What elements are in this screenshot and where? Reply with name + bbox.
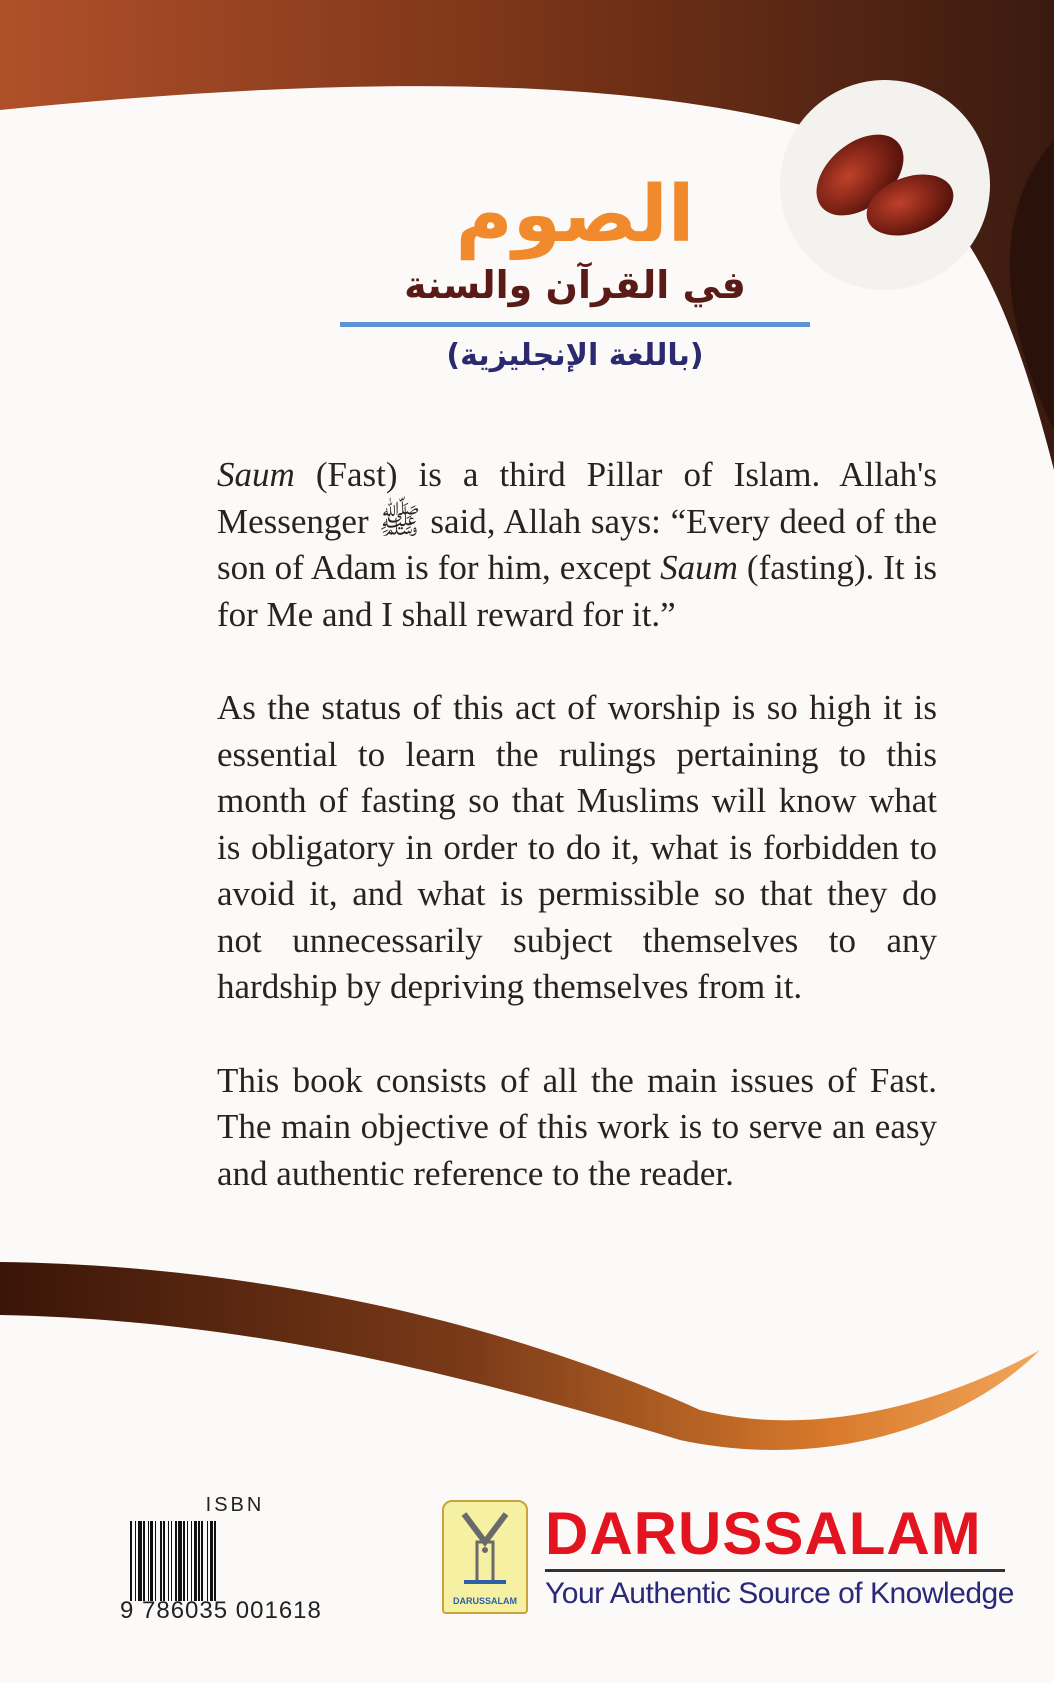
publisher-name: DARUSSALAM [545, 1500, 982, 1567]
blurb-paragraph-1 [217, 452, 937, 638]
blurb [217, 452, 937, 1244]
text-segment: (Fast) is a third Pillar of Islam. Allah's Messenger ﷺ said, Allah says: “Every deed of the son of Adam is for him, except [217, 455, 938, 587]
publisher-brand [545, 1500, 1014, 1612]
isbn-number: 9 786035 001618 [120, 1597, 322, 1624]
publisher-logo [442, 1500, 528, 1614]
italic-term: Saum [660, 548, 738, 587]
isbn-barcode [120, 1495, 330, 1625]
blurb-paragraph-3 [217, 1058, 937, 1198]
isbn-label: ISBN [205, 1494, 265, 1516]
language-note: (باللغة الإنجليزية) [446, 338, 704, 373]
title-divider [340, 322, 810, 327]
logo-label: DARUSSALAM [453, 1596, 517, 1606]
barcode-bar [214, 1521, 216, 1601]
title-block [340, 170, 810, 377]
title-arabic: الصوم [455, 170, 695, 260]
blurb-paragraph-2 [217, 685, 937, 1011]
text-segment: As the status of this act of worship is so high it is essential to learn the rulings pertaining to this month of fasting so that Muslims will know what is obligatory in order to do it, what is forbidden to avoid it, and what is permissible so that they do not unnecessarily subject themselves to any hardship by depriving themselves from it. [217, 688, 937, 1006]
italic-term: Saum [217, 455, 295, 494]
brand-divider [545, 1569, 1005, 1572]
text-segment: This book consists of all the main issues of Fast. The main objective of this work is to serve an easy and authentic reference to the reader. [217, 1060, 937, 1193]
subtitle-arabic: في القرآن والسنة [404, 263, 746, 307]
barcode-bars [130, 1521, 330, 1601]
publisher-tagline: Your Authentic Source of Knowledge [545, 1577, 1014, 1610]
bottom-brown-swoosh [0, 1262, 1040, 1450]
text-segment: (fasting). It is for Me and I shall reward for it.” [217, 548, 937, 634]
book-minaret-icon [444, 1502, 526, 1592]
